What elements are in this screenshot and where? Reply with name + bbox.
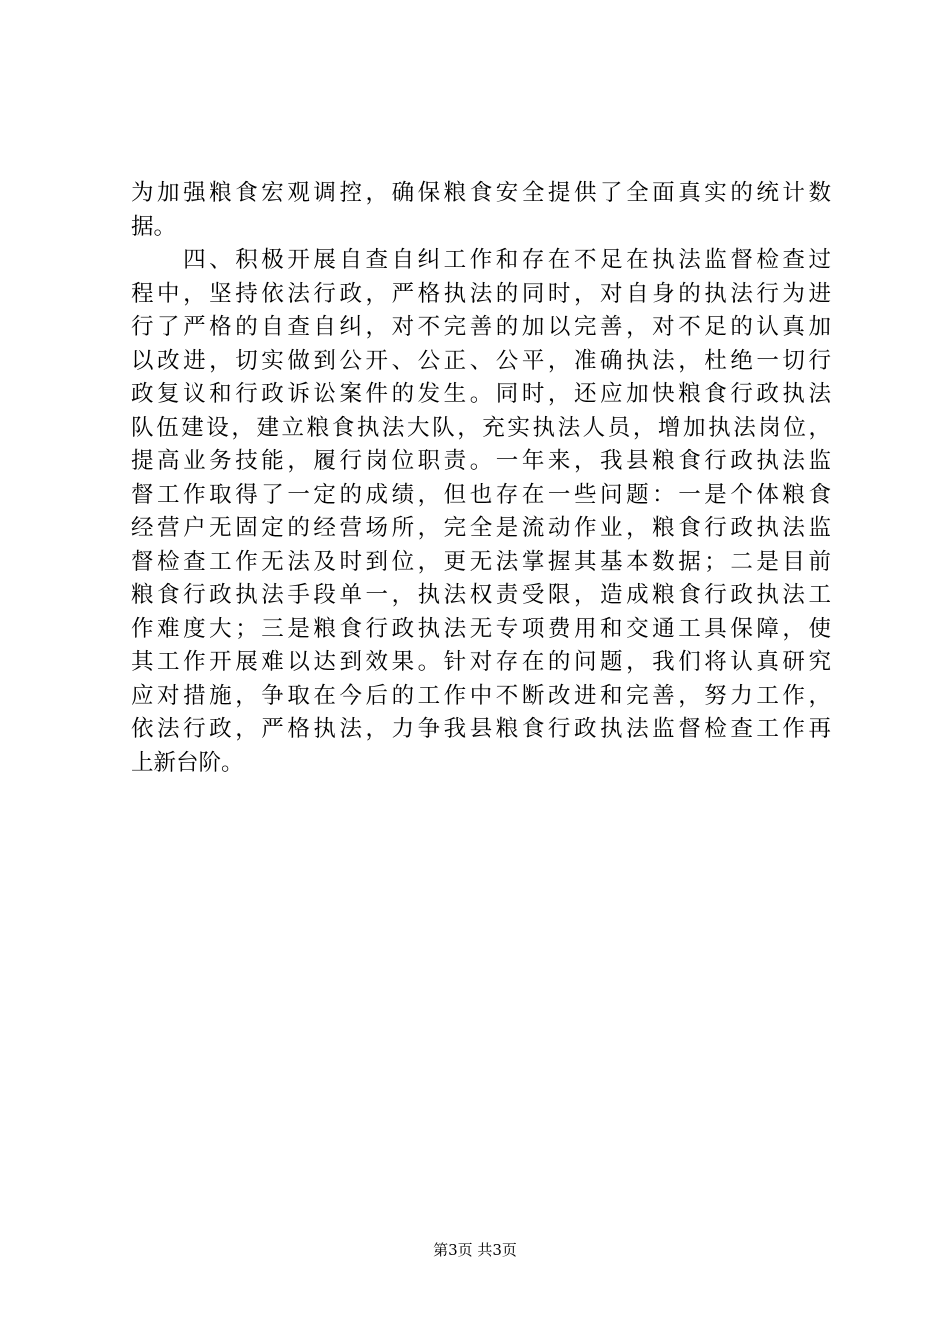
text-line: 督工作取得了一定的成绩，但也存在一些问题：一是个体粮食 [131, 481, 831, 508]
text-line: 据。 [131, 213, 177, 240]
text-line: 四、积极开展自查自纠工作和存在不足在执法监督检查过 [131, 247, 831, 273]
text-line: 经营户无固定的经营场所，完全是流动作业，粮食行政执法监 [131, 515, 831, 541]
text-line: 政复议和行政诉讼案件的发生。同时，还应加快粮食行政执法 [131, 381, 831, 407]
text-line: 上新台阶。 [131, 749, 244, 776]
paragraph-1 [131, 177, 831, 244]
text-line: 队伍建设，建立粮食执法大队，充实执法人员，增加执法岗位， [131, 414, 831, 441]
text-line: 作难度大；三是粮食行政执法无专项费用和交通工具保障，使 [131, 615, 831, 642]
text-line: 提高业务技能，履行岗位职责。一年来，我县粮食行政执法监 [131, 448, 831, 474]
text-line: 粮食行政执法手段单一，执法权责受限，造成粮食行政执法工 [131, 582, 831, 608]
text-line: 行了严格的自查自纠，对不完善的加以完善，对不足的认真加 [131, 314, 831, 340]
text-line: 程中，坚持依法行政，严格执法的同时，对自身的执法行为进 [131, 280, 831, 307]
text-line: 其工作开展难以达到效果。针对存在的问题，我们将认真研究 [131, 649, 831, 675]
document-body [131, 177, 831, 780]
paragraph-2 [131, 244, 831, 780]
text-line: 督检查工作无法及时到位，更无法掌握其基本数据；二是目前 [131, 548, 831, 575]
text-line: 应对措施，争取在今后的工作中不断改进和完善，努力工作， [131, 682, 831, 709]
text-line: 以改进，切实做到公开、公正、公平，准确执法，杜绝一切行 [131, 347, 831, 374]
text-line: 依法行政，严格执法，力争我县粮食行政执法监督检查工作再 [131, 716, 831, 742]
text-line: 为加强粮食宏观调控，确保粮食安全提供了全面真实的统计数 [131, 180, 831, 206]
page-number-footer: 第3页 共3页 [433, 1241, 517, 1259]
